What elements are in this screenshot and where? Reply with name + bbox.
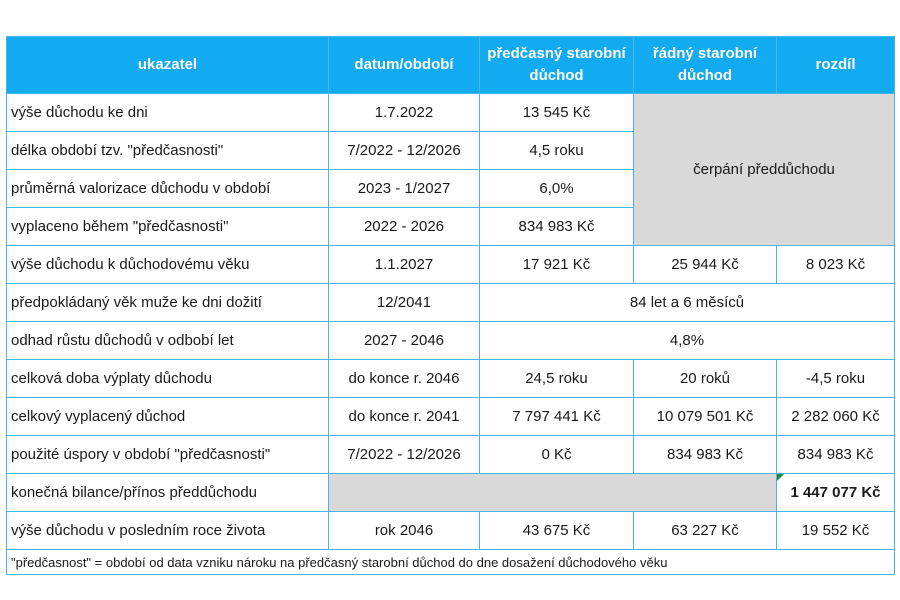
table-row xyxy=(7,322,895,360)
row-merged-value: 84 let a 6 měsíců xyxy=(480,284,895,322)
footnote: "předčasnost" = období od data vzniku nároku na předčasný starobní důchod do dne dosažení důchodového věku xyxy=(7,550,895,575)
table-row xyxy=(7,284,895,322)
row-label: celkový vyplacený důchod xyxy=(7,398,329,436)
row-regular-value: 834 983 Kč xyxy=(634,436,777,474)
row-early-value: 834 983 Kč xyxy=(480,208,634,246)
row-early-value: 6,0% xyxy=(480,170,634,208)
header-indicator: ukazatel xyxy=(7,37,329,94)
table-row xyxy=(7,436,895,474)
row-regular-value: 10 079 501 Kč xyxy=(634,398,777,436)
final-balance-value: 1 447 077 Kč xyxy=(777,474,895,512)
row-date: 7/2022 - 12/2026 xyxy=(329,132,480,170)
empty-gray-cell xyxy=(329,474,777,512)
row-early-value: 43 675 Kč xyxy=(480,512,634,550)
row-diff-value: 19 552 Kč xyxy=(777,512,895,550)
row-regular-value: 20 roků xyxy=(634,360,777,398)
row-label: výše důchodu ke dni xyxy=(7,94,329,132)
header-row xyxy=(7,37,895,94)
row-early-value: 13 545 Kč xyxy=(480,94,634,132)
row-regular-value: 63 227 Kč xyxy=(634,512,777,550)
merged-predduchod-cell: čerpání předdůchodu xyxy=(634,94,895,246)
row-early-value: 17 921 Kč xyxy=(480,246,634,284)
pension-comparison-table xyxy=(6,36,895,575)
row-diff-value: 834 983 Kč xyxy=(777,436,895,474)
table-row xyxy=(7,398,895,436)
row-label: výše důchodu v posledním roce života xyxy=(7,512,329,550)
table-row xyxy=(7,246,895,284)
row-date: 2023 - 1/2027 xyxy=(329,170,480,208)
row-early-value: 4,5 roku xyxy=(480,132,634,170)
row-date: 2022 - 2026 xyxy=(329,208,480,246)
table-row xyxy=(7,360,895,398)
row-date: do konce r. 2041 xyxy=(329,398,480,436)
row-date: 1.1.2027 xyxy=(329,246,480,284)
row-date: rok 2046 xyxy=(329,512,480,550)
row-diff-value: 8 023 Kč xyxy=(777,246,895,284)
row-label: použité úspory v období "předčasnosti" xyxy=(7,436,329,474)
row-date: 2027 - 2046 xyxy=(329,322,480,360)
table-row xyxy=(7,512,895,550)
row-regular-value: 25 944 Kč xyxy=(634,246,777,284)
header-regular-pension: řádný starobní důchod xyxy=(634,37,777,94)
footnote-row xyxy=(7,550,895,575)
row-merged-value: 4,8% xyxy=(480,322,895,360)
row-label: celková doba výplaty důchodu xyxy=(7,360,329,398)
header-date-period: datum/období xyxy=(329,37,480,94)
table-row xyxy=(7,474,895,512)
table-row xyxy=(7,94,895,132)
row-label: vyplaceno během "předčasnosti" xyxy=(7,208,329,246)
row-date: 7/2022 - 12/2026 xyxy=(329,436,480,474)
row-label: konečná bilance/přínos předdůchodu xyxy=(7,474,329,512)
row-label: délka období tzv. "předčasnosti" xyxy=(7,132,329,170)
header-difference: rozdíl xyxy=(777,37,895,94)
header-early-pension: předčasný starobní důchod xyxy=(480,37,634,94)
row-label: průměrná valorizace důchodu v období xyxy=(7,170,329,208)
row-label: odhad růstu důchodů v odbobí let xyxy=(7,322,329,360)
row-early-value: 7 797 441 Kč xyxy=(480,398,634,436)
row-early-value: 0 Kč xyxy=(480,436,634,474)
row-early-value: 24,5 roku xyxy=(480,360,634,398)
row-label: výše důchodu k důchodovému věku xyxy=(7,246,329,284)
row-diff-value: -4,5 roku xyxy=(777,360,895,398)
row-diff-value: 2 282 060 Kč xyxy=(777,398,895,436)
row-date: 1.7.2022 xyxy=(329,94,480,132)
row-label: předpokládaný věk muže ke dni dožití xyxy=(7,284,329,322)
row-date: 12/2041 xyxy=(329,284,480,322)
row-date: do konce r. 2046 xyxy=(329,360,480,398)
